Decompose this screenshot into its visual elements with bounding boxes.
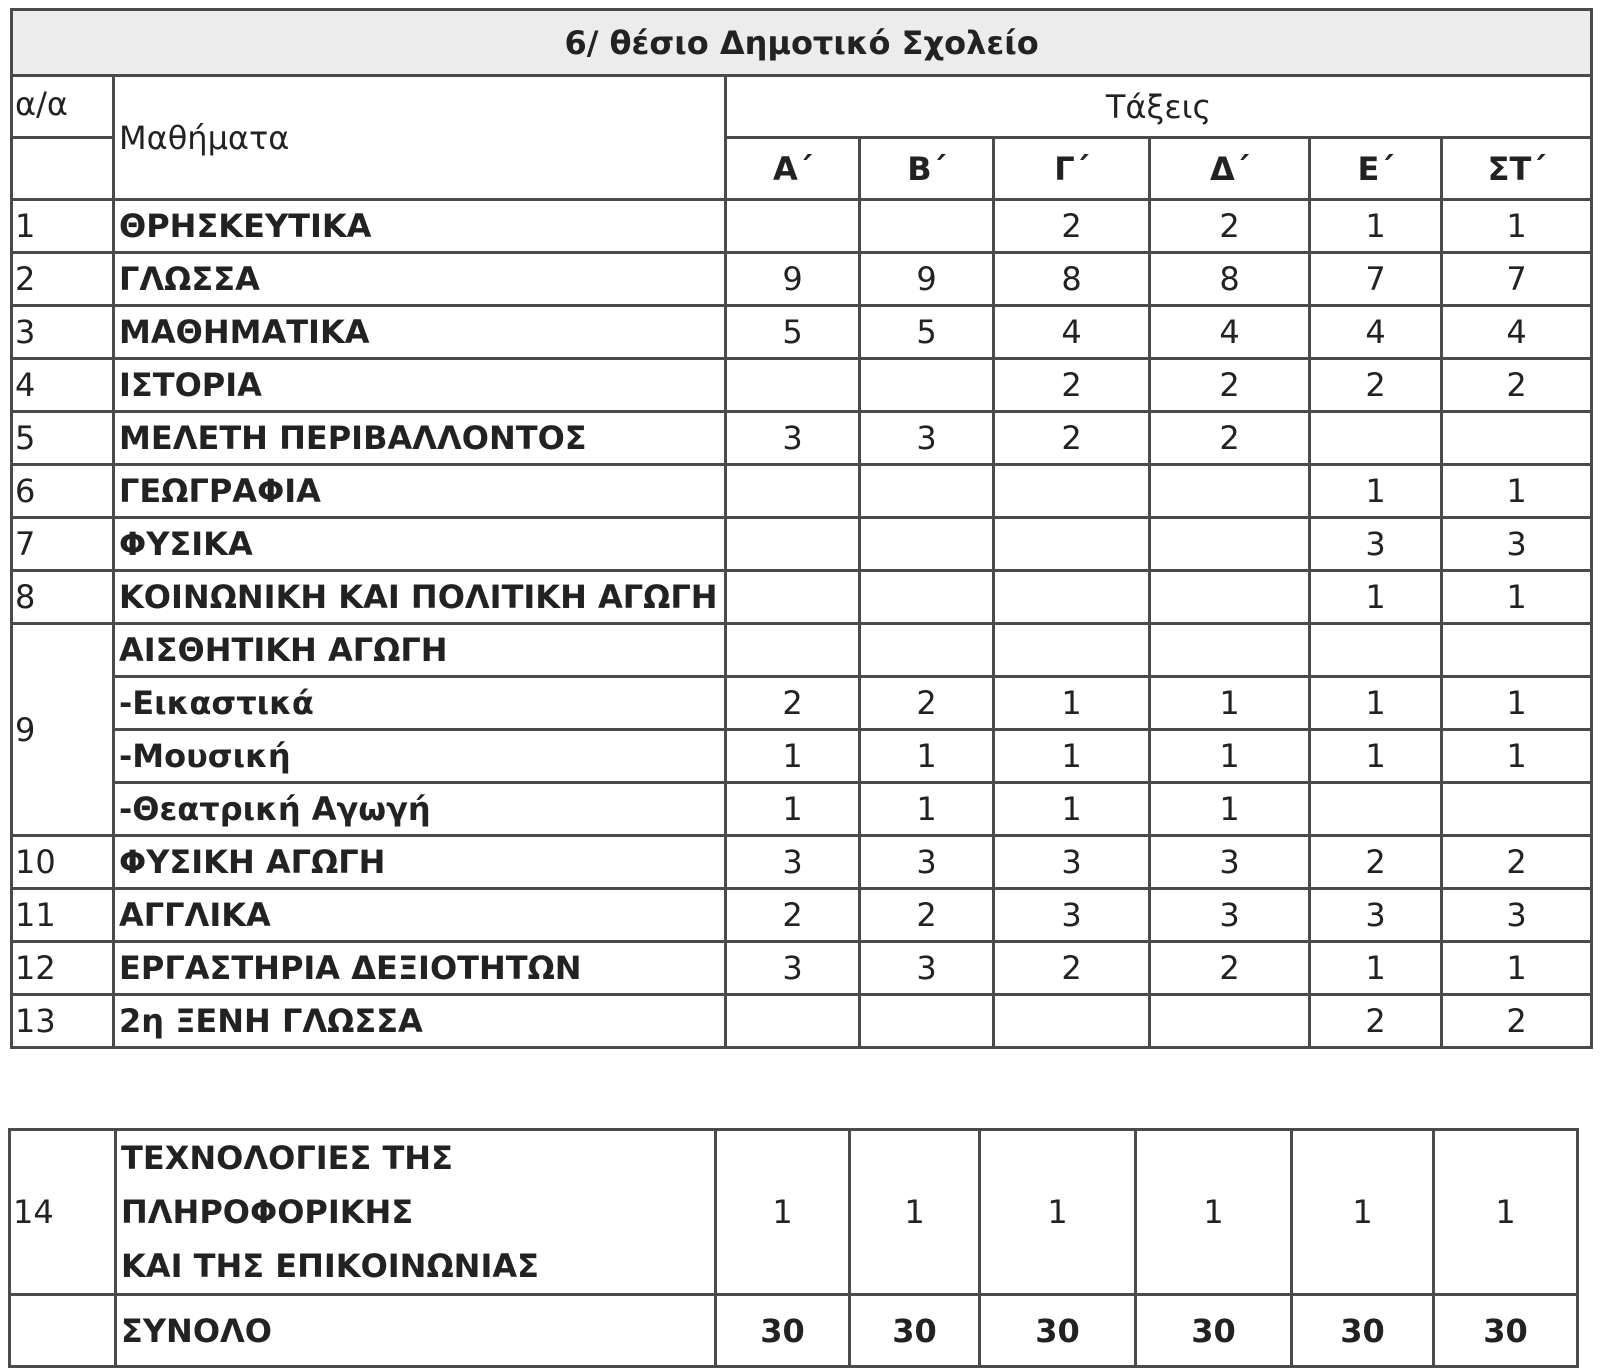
hours-cell: 1 bbox=[1442, 200, 1592, 253]
timetable bbox=[10, 8, 1593, 1049]
hours-cell bbox=[1150, 571, 1310, 624]
hours-cell: 9 bbox=[726, 253, 860, 306]
row-number: 7 bbox=[12, 518, 114, 571]
grades-header: Τάξεις bbox=[726, 76, 1592, 138]
hours-cell: 2 bbox=[1150, 200, 1310, 253]
row-number: 12 bbox=[12, 942, 114, 995]
hours-cell: 3 bbox=[860, 942, 994, 995]
hours-cell bbox=[726, 995, 860, 1048]
hours-cell: 1 bbox=[994, 783, 1150, 836]
row-number bbox=[10, 1295, 116, 1367]
hours-cell: 1 bbox=[726, 783, 860, 836]
hours-cell: 9 bbox=[860, 253, 994, 306]
table-row bbox=[12, 730, 1592, 783]
hours-cell: 2 bbox=[860, 889, 994, 942]
hours-cell: 1 bbox=[1442, 942, 1592, 995]
row-number: 8 bbox=[12, 571, 114, 624]
hours-cell bbox=[860, 359, 994, 412]
aa-header-blank bbox=[12, 138, 114, 200]
hours-cell: 1 bbox=[726, 730, 860, 783]
hours-cell: 3 bbox=[726, 836, 860, 889]
class-header: Ε΄ bbox=[1310, 138, 1442, 200]
hours-cell: 1 bbox=[1310, 730, 1442, 783]
subject-cell: ΜΑΘΗΜΑΤΙΚΑ bbox=[114, 306, 726, 359]
hours-cell: 1 bbox=[1310, 200, 1442, 253]
hours-cell bbox=[1150, 624, 1310, 677]
table-row bbox=[12, 783, 1592, 836]
hours-cell bbox=[860, 518, 994, 571]
hours-cell: 1 bbox=[994, 677, 1150, 730]
table-row bbox=[12, 306, 1592, 359]
hours-cell: 4 bbox=[1310, 306, 1442, 359]
hours-cell: 2 bbox=[726, 677, 860, 730]
hours-cell: 8 bbox=[1150, 253, 1310, 306]
hours-cell: 2 bbox=[1150, 942, 1310, 995]
hours-cell: 1 bbox=[1310, 942, 1442, 995]
total-cell: 30 bbox=[850, 1295, 980, 1367]
row-number: 11 bbox=[12, 889, 114, 942]
table-row bbox=[12, 465, 1592, 518]
hours-cell: 2 bbox=[994, 359, 1150, 412]
hours-cell bbox=[994, 624, 1150, 677]
hours-cell: 5 bbox=[726, 306, 860, 359]
subject-cell: ΙΣΤΟΡΙΑ bbox=[114, 359, 726, 412]
hours-cell: 2 bbox=[1442, 836, 1592, 889]
hours-cell bbox=[1150, 518, 1310, 571]
subject-cell: ΦΥΣΙΚΑ bbox=[114, 518, 726, 571]
subject-cell: 2η ΞΕΝΗ ΓΛΩΣΣΑ bbox=[114, 995, 726, 1048]
hours-cell: 1 bbox=[1442, 730, 1592, 783]
subject-cell: ΓΛΩΣΣΑ bbox=[114, 253, 726, 306]
hours-cell: 1 bbox=[1442, 677, 1592, 730]
hours-cell: 3 bbox=[994, 889, 1150, 942]
hours-cell: 3 bbox=[994, 836, 1150, 889]
hours-cell: 3 bbox=[726, 942, 860, 995]
hours-cell bbox=[860, 200, 994, 253]
hours-cell: 1 bbox=[1150, 730, 1310, 783]
hours-cell: 3 bbox=[1442, 889, 1592, 942]
subject-cell: ΜΕΛΕΤΗ ΠΕΡΙΒΑΛΛΟΝΤΟΣ bbox=[114, 412, 726, 465]
hours-cell: 3 bbox=[1442, 518, 1592, 571]
row-number: 1 bbox=[12, 200, 114, 253]
hours-cell: 1 bbox=[1310, 465, 1442, 518]
hours-cell bbox=[860, 465, 994, 518]
row-number: 4 bbox=[12, 359, 114, 412]
hours-cell: 3 bbox=[1150, 889, 1310, 942]
total-cell: 30 bbox=[1434, 1295, 1578, 1367]
hours-cell: 1 bbox=[1136, 1130, 1292, 1295]
hours-cell: 3 bbox=[1310, 889, 1442, 942]
hours-cell: 2 bbox=[726, 889, 860, 942]
hours-cell bbox=[1442, 783, 1592, 836]
hours-cell: 2 bbox=[1150, 359, 1310, 412]
hours-cell: 2 bbox=[1442, 359, 1592, 412]
hours-cell bbox=[1442, 412, 1592, 465]
total-row bbox=[10, 1295, 1578, 1367]
hours-cell bbox=[860, 571, 994, 624]
row-number: 2 bbox=[12, 253, 114, 306]
class-header: Α΄ bbox=[726, 138, 860, 200]
hours-cell bbox=[726, 359, 860, 412]
total-cell: 30 bbox=[1292, 1295, 1434, 1367]
hours-cell bbox=[1150, 465, 1310, 518]
hours-cell bbox=[1442, 624, 1592, 677]
class-header: Β΄ bbox=[860, 138, 994, 200]
hours-cell: 1 bbox=[860, 783, 994, 836]
hours-cell: 1 bbox=[716, 1130, 850, 1295]
hours-cell bbox=[1310, 412, 1442, 465]
subject-cell: ΓΕΩΓΡΑΦΙΑ bbox=[114, 465, 726, 518]
row-number: 10 bbox=[12, 836, 114, 889]
hours-cell bbox=[1310, 624, 1442, 677]
hours-cell: 1 bbox=[1150, 783, 1310, 836]
hours-cell: 5 bbox=[860, 306, 994, 359]
subject-cell: -Μουσική bbox=[114, 730, 726, 783]
hours-cell: 3 bbox=[860, 836, 994, 889]
hours-cell: 3 bbox=[1150, 836, 1310, 889]
hours-cell: 1 bbox=[994, 730, 1150, 783]
extra-table bbox=[8, 1128, 1579, 1368]
hours-cell: 2 bbox=[1310, 995, 1442, 1048]
hours-cell: 1 bbox=[1150, 677, 1310, 730]
hours-cell: 4 bbox=[994, 306, 1150, 359]
hours-cell bbox=[1150, 995, 1310, 1048]
hours-cell: 1 bbox=[1310, 571, 1442, 624]
hours-cell bbox=[1310, 783, 1442, 836]
subject-cell: ΑΓΓΛΙΚΑ bbox=[114, 889, 726, 942]
hours-cell: 2 bbox=[860, 677, 994, 730]
hours-cell bbox=[726, 624, 860, 677]
total-cell: 30 bbox=[980, 1295, 1136, 1367]
hours-cell bbox=[994, 518, 1150, 571]
hours-cell: 2 bbox=[1150, 412, 1310, 465]
aa-header: α/α bbox=[12, 76, 114, 138]
table-row bbox=[12, 889, 1592, 942]
total-cell: 30 bbox=[1136, 1295, 1292, 1367]
subject-line: ΚΑΙ ΤΗΣ ΕΠΙΚΟΙΝΩΝΙΑΣ bbox=[121, 1247, 539, 1285]
hours-cell bbox=[726, 200, 860, 253]
subject-cell: ΘΡΗΣΚΕΥΤΙΚΑ bbox=[114, 200, 726, 253]
table-row bbox=[12, 942, 1592, 995]
hours-cell: 2 bbox=[1442, 995, 1592, 1048]
hours-cell: 3 bbox=[860, 412, 994, 465]
subject-cell: ΕΡΓΑΣΤΗΡΙΑ ΔΕΞΙΟΤΗΤΩΝ bbox=[114, 942, 726, 995]
table-row bbox=[12, 518, 1592, 571]
hours-cell: 2 bbox=[1310, 359, 1442, 412]
subject-line: ΤΕΧΝΟΛΟΓΙΕΣ ΤΗΣ ΠΛΗΡΟΦΟΡΙΚΗΣ bbox=[121, 1139, 453, 1231]
hours-cell: 1 bbox=[860, 730, 994, 783]
class-header: Δ΄ bbox=[1150, 138, 1310, 200]
subject-header: Μαθήματα bbox=[114, 76, 726, 200]
row-number: 9 bbox=[12, 624, 114, 836]
row-number: 14 bbox=[10, 1130, 116, 1295]
table-row bbox=[12, 200, 1592, 253]
hours-cell: 2 bbox=[994, 200, 1150, 253]
hours-cell: 8 bbox=[994, 253, 1150, 306]
table-row bbox=[12, 253, 1592, 306]
table-row bbox=[12, 677, 1592, 730]
hours-cell bbox=[726, 465, 860, 518]
row-number: 3 bbox=[12, 306, 114, 359]
hours-cell bbox=[860, 995, 994, 1048]
hours-cell: 3 bbox=[726, 412, 860, 465]
total-label: ΣΥΝΟΛΟ bbox=[116, 1295, 716, 1367]
class-header: ΣΤ΄ bbox=[1442, 138, 1592, 200]
subject-cell: ΦΥΣΙΚΗ ΑΓΩΓΗ bbox=[114, 836, 726, 889]
hours-cell bbox=[994, 465, 1150, 518]
hours-cell bbox=[994, 995, 1150, 1048]
table-row bbox=[12, 359, 1592, 412]
table-row bbox=[12, 995, 1592, 1048]
hours-cell: 1 bbox=[1434, 1130, 1578, 1295]
table-row bbox=[12, 836, 1592, 889]
row-number: 5 bbox=[12, 412, 114, 465]
table-row bbox=[12, 571, 1592, 624]
table-row bbox=[10, 1130, 1578, 1295]
table-row bbox=[12, 412, 1592, 465]
subject-cell: -Θεατρική Αγωγή bbox=[114, 783, 726, 836]
hours-cell bbox=[860, 624, 994, 677]
hours-cell bbox=[994, 571, 1150, 624]
table-title: 6/ θέσιο Δημοτικό Σχολείο bbox=[12, 10, 1592, 76]
subject-cell: ΑΙΣΘΗΤΙΚΗ ΑΓΩΓΗ bbox=[114, 624, 726, 677]
hours-cell: 2 bbox=[994, 942, 1150, 995]
hours-cell: 3 bbox=[1310, 518, 1442, 571]
subject-cell: ΚΟΙΝΩΝΙΚΗ ΚΑΙ ΠΟΛΙΤΙΚΗ ΑΓΩΓΗ bbox=[114, 571, 726, 624]
total-cell: 30 bbox=[716, 1295, 850, 1367]
subject-cell bbox=[116, 1130, 716, 1295]
table-row bbox=[12, 624, 1592, 677]
hours-cell bbox=[726, 518, 860, 571]
hours-cell: 1 bbox=[1310, 677, 1442, 730]
hours-cell: 1 bbox=[850, 1130, 980, 1295]
hours-cell: 1 bbox=[1442, 465, 1592, 518]
hours-cell bbox=[726, 571, 860, 624]
row-number: 13 bbox=[12, 995, 114, 1048]
hours-cell: 1 bbox=[1442, 571, 1592, 624]
hours-cell: 1 bbox=[1292, 1130, 1434, 1295]
row-number: 6 bbox=[12, 465, 114, 518]
hours-cell: 1 bbox=[980, 1130, 1136, 1295]
hours-cell: 4 bbox=[1150, 306, 1310, 359]
hours-cell: 7 bbox=[1442, 253, 1592, 306]
hours-cell: 2 bbox=[1310, 836, 1442, 889]
hours-cell: 2 bbox=[994, 412, 1150, 465]
hours-cell: 4 bbox=[1442, 306, 1592, 359]
subject-cell: -Εικαστικά bbox=[114, 677, 726, 730]
class-header: Γ΄ bbox=[994, 138, 1150, 200]
hours-cell: 7 bbox=[1310, 253, 1442, 306]
